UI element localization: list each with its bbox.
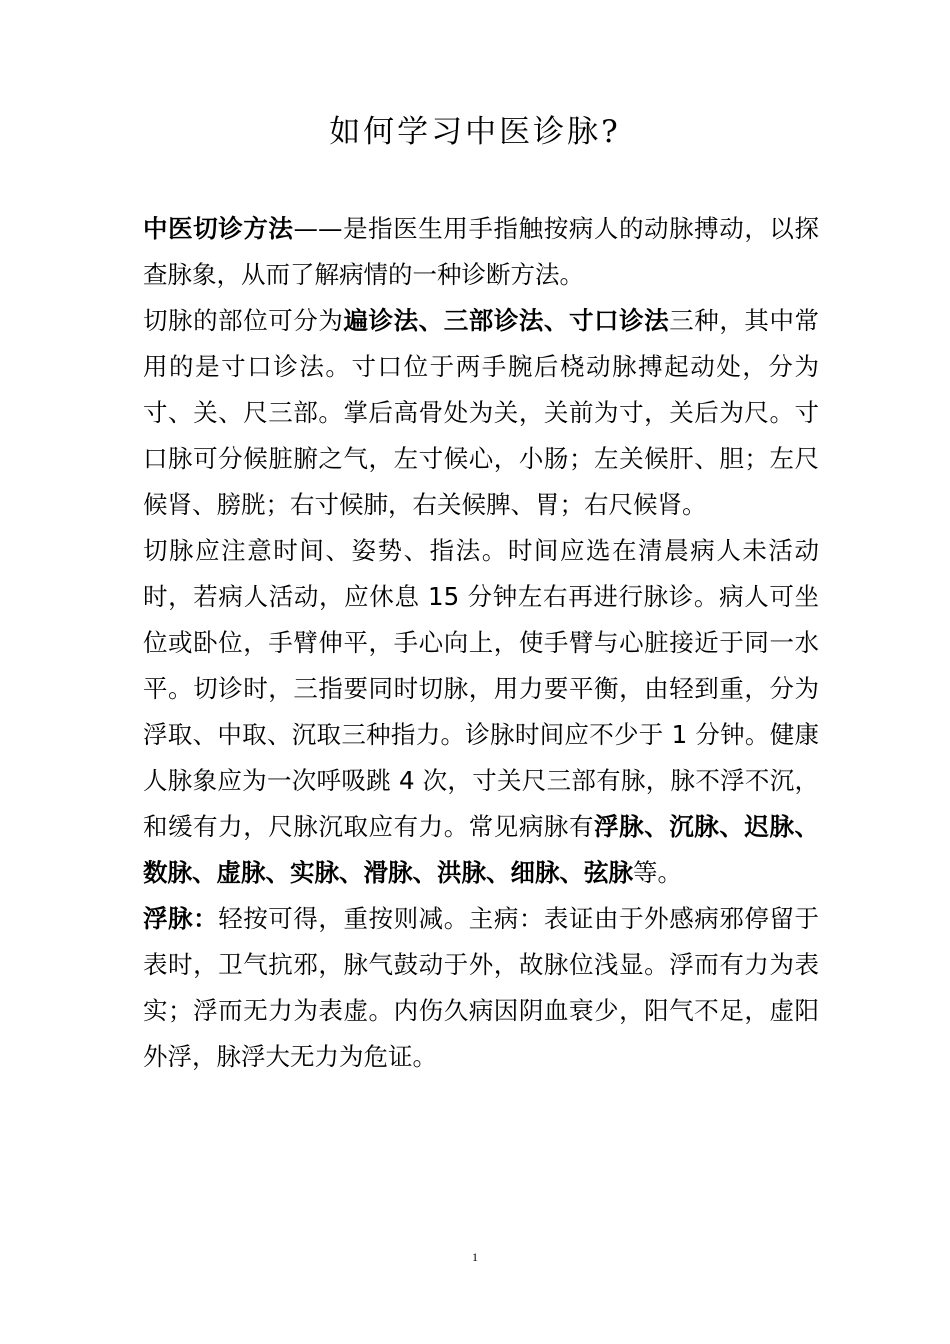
paragraph-floating-pulse: [143, 896, 819, 1080]
paragraph-text: 轻按可得，重按则减。主病：表证由于外感病邪停留于表时，卫气抗邪，脉气鼓动于外，故脉位浅显。浮而有力为表实；浮而无力为表虚。内伤久病因阴血衰少，阳气不足，虚阳外浮，脉浮大无力为危证。: [143, 904, 820, 1071]
paragraph-text: 等。: [633, 858, 682, 887]
document-body: [143, 206, 819, 1080]
document-title: 如何学习中医诊脉?: [329, 114, 621, 150]
paragraph-text: ——是指医生用手指触按病人的动脉搏动，以探查脉象，从而了解病情的一种诊断方法。: [143, 214, 820, 289]
paragraph-pulse-location: [143, 298, 819, 528]
paragraph-text: 三种，其中常用的是寸口诊法。寸口位于两手腕后桡动脉搏起动处，分为寸、关、尺三部。掌后高骨处为关，关前为寸，关后为尺。寸口脉可分候脏腑之气，左寸候心，小肠；左关候肝、胆；左尺候肾、膀胱；右寸候肺，右关候脾、胃；右尺候肾。: [143, 306, 820, 519]
bold-term: 遍诊法、三部诊法、寸口诊法: [343, 306, 670, 335]
bold-term: 中医切诊方法: [143, 214, 294, 243]
paragraph-pulse-procedure: [143, 528, 819, 896]
bold-term: 浮脉：: [143, 904, 219, 933]
paragraph-qiezhen-method: [143, 206, 819, 298]
paragraph-text: 切脉应注意时间、姿势、指法。时间应选在清晨病人未活动时，若病人活动，应休息 15 分钟左右再进行脉诊。病人可坐位或卧位，手臂伸平，手心向上，使手臂与心脏接近于同一水平。切诊时，三指要同时切脉，用力要平衡，由轻到重，分为浮取、中取、沉取三种指力。诊脉时间应不少于 1 分钟。健康人脉象应为一次呼吸跳 4 次，寸关尺三部有脉，脉不浮不沉，和缓有力，尺脉沉取应有力。常见病脉有: [143, 536, 819, 841]
paragraph-text: 切脉的部位可分为: [143, 306, 344, 335]
page-number: 1: [472, 1250, 478, 1264]
bold-term: 浮脉、沉脉、迟脉、数脉、虚脉、实脉、滑脉、洪脉、细脉、弦脉: [143, 812, 820, 887]
